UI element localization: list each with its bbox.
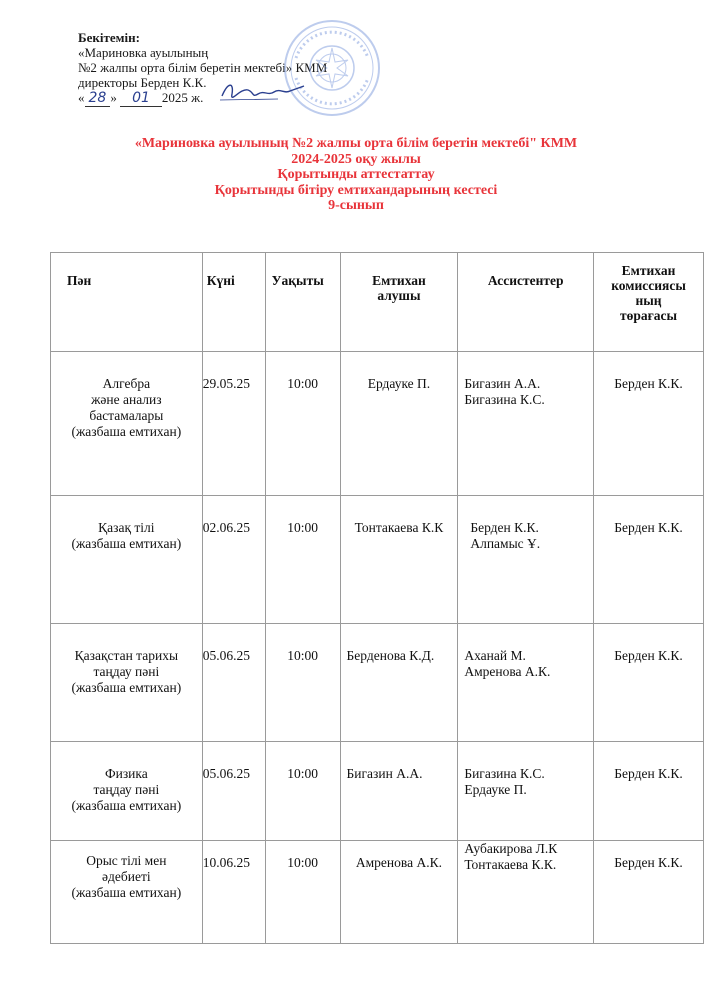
assistant-name: Ердауке П. — [464, 782, 527, 797]
cell-date — [202, 496, 265, 624]
cell-date — [202, 742, 265, 841]
cell-subject — [51, 624, 203, 742]
assistant-name: Берден К.К. — [470, 520, 539, 535]
assistant-name: Бигазина К.С. — [464, 392, 545, 407]
examiner-value: Бигазин А.А. — [346, 766, 423, 781]
heading-grade: 9-сынып — [328, 198, 384, 213]
time-value: 10:00 — [287, 766, 318, 781]
table-row — [51, 624, 704, 742]
exam-schedule-table — [50, 252, 704, 944]
chair-value: Берден К.К. — [614, 766, 683, 781]
approval-line-3: директоры Берден К.К. — [78, 75, 207, 90]
date-day: 28 — [85, 91, 111, 107]
header-date: Күні — [202, 253, 265, 352]
table-row — [51, 841, 704, 944]
cell-assistants — [458, 742, 594, 841]
cell-assistants — [458, 841, 594, 944]
cell-assistants — [458, 496, 594, 624]
header-time: Уақыты — [265, 253, 340, 352]
subject-line: әдебиеті — [102, 869, 151, 884]
date-value: 05.06.25 — [202, 766, 250, 781]
header-examiner — [340, 253, 458, 352]
cell-examiner — [340, 624, 458, 742]
chair-value: Берден К.К. — [614, 376, 683, 391]
cell-chair — [594, 352, 704, 496]
date-value: 05.06.25 — [202, 648, 250, 663]
header-chair-line-1: Емтихан — [621, 263, 676, 278]
header-examiner-line-2: алушы — [377, 288, 421, 303]
cell-examiner — [340, 841, 458, 944]
cell-subject — [51, 841, 203, 944]
cell-examiner — [340, 496, 458, 624]
approval-line-2: №2 жалпы орта білім беретін мектебі» КММ — [78, 60, 328, 75]
date-value: 29.05.25 — [202, 376, 250, 391]
cell-time — [265, 496, 340, 624]
cell-examiner — [340, 742, 458, 841]
table-header-row — [51, 253, 704, 352]
subject-line: таңдау пәні — [93, 664, 160, 679]
time-value: 10:00 — [287, 520, 318, 535]
time-value: 10:00 — [287, 648, 318, 663]
cell-assistants — [458, 352, 594, 496]
heading-year: 2024-2025 оқу жылы — [291, 151, 421, 167]
subject-line: (жазбаша емтихан) — [71, 680, 182, 695]
time-value: 10:00 — [287, 376, 318, 391]
heading-attestation: Қорытынды аттестаттау — [277, 167, 435, 182]
date-open-quote: « — [78, 90, 85, 105]
document-heading — [0, 136, 712, 214]
chair-value: Берден К.К. — [614, 648, 683, 663]
assistant-name: Алпамыс Ұ. — [470, 536, 541, 551]
date-close-quote: » — [110, 90, 117, 105]
cell-time — [265, 841, 340, 944]
heading-school: «Мариновка ауылының №2 жалпы орта білім беретін мектебі" КММ — [134, 136, 578, 151]
approval-title: Бекітемін: — [78, 30, 140, 45]
examiner-value: Ердауке П. — [367, 376, 431, 391]
time-value: 10:00 — [287, 855, 318, 870]
subject-line: Қазақ тілі — [98, 520, 155, 535]
cell-date — [202, 352, 265, 496]
approval-line-1: «Мариновка ауылының — [78, 45, 209, 60]
cell-date — [202, 624, 265, 742]
cell-subject — [51, 496, 203, 624]
cell-examiner — [340, 352, 458, 496]
subject-line: Қазақстан тарихы — [74, 648, 179, 663]
cell-chair — [594, 742, 704, 841]
header-examiner-line-1: Емтихан — [372, 273, 426, 288]
examiner-value: Тонтакаева К.К — [354, 520, 444, 535]
cell-chair — [594, 841, 704, 944]
cell-time — [265, 742, 340, 841]
assistant-name: Аубакирова Л.К — [464, 841, 558, 856]
assistant-name: Бигазин А.А. — [464, 376, 541, 391]
subject-line: (жазбаша емтихан) — [71, 885, 182, 900]
cell-chair — [594, 624, 704, 742]
table-row — [51, 742, 704, 841]
heading-schedule: Қорытынды бітіру емтихандарының кестесі — [214, 182, 498, 198]
date-value: 02.06.25 — [202, 520, 250, 535]
assistant-name: Бигазина К.С. — [464, 766, 545, 781]
cell-time — [265, 352, 340, 496]
subject-line: Физика — [104, 766, 148, 781]
subject-line: (жазбаша емтихан) — [71, 424, 182, 439]
table-row — [51, 496, 704, 624]
subject-line: (жазбаша емтихан) — [71, 798, 182, 813]
chair-value: Берден К.К. — [614, 855, 683, 870]
subject-line: және анализ — [91, 392, 162, 407]
subject-line: бастамалары — [89, 408, 164, 423]
subject-line: Алгебра — [102, 376, 151, 391]
assistant-name: Тонтакаева К.К. — [464, 857, 557, 872]
cell-date — [202, 841, 265, 944]
cell-time — [265, 624, 340, 742]
date-month: 01 — [120, 91, 162, 107]
subject-line: таңдау пәні — [93, 782, 160, 797]
header-chair — [594, 253, 704, 352]
date-value: 10.06.25 — [202, 855, 250, 870]
cell-subject — [51, 352, 203, 496]
header-chair-line-3: ның — [635, 293, 662, 308]
header-subject: Пән — [51, 253, 203, 352]
examiner-value: Амренова А.К. — [355, 855, 442, 870]
subject-line: Орыс тілі мен — [86, 853, 167, 868]
header-chair-line-2: комиссиясы — [611, 278, 686, 293]
cell-subject — [51, 742, 203, 841]
director-signature — [218, 78, 308, 108]
table-row — [51, 352, 704, 496]
cell-chair — [594, 496, 704, 624]
date-year: 2025 ж. — [161, 90, 204, 105]
subject-line: (жазбаша емтихан) — [71, 536, 182, 551]
assistant-name: Аханай М. — [464, 648, 526, 663]
chair-value: Берден К.К. — [614, 520, 683, 535]
header-assistants: Ассистентер — [458, 253, 594, 352]
assistant-name: Амренова А.К. — [464, 664, 551, 679]
examiner-value: Берденова К.Д. — [346, 648, 435, 663]
cell-assistants — [458, 624, 594, 742]
header-chair-line-4: төрағасы — [620, 308, 678, 323]
